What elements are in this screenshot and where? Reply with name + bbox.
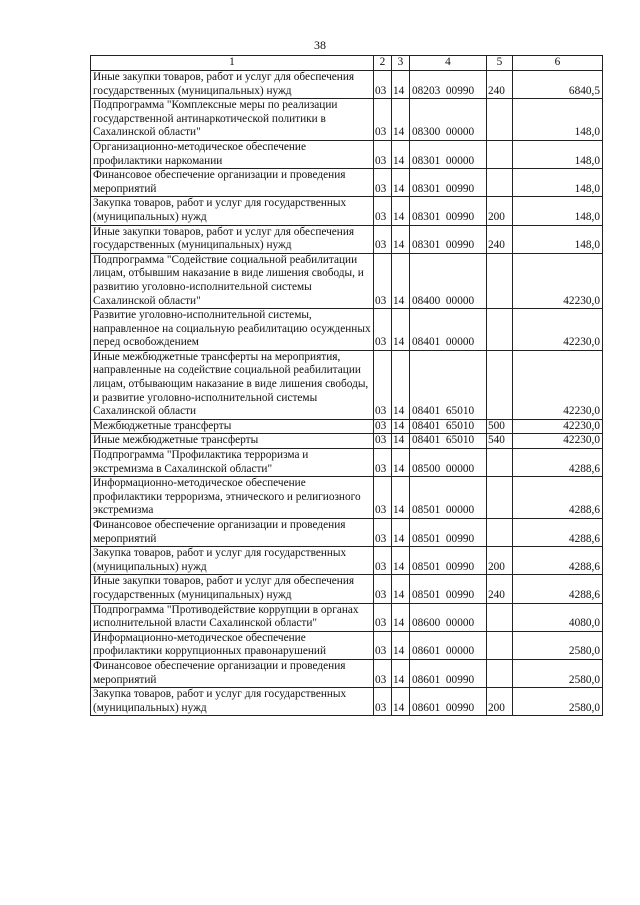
row-amount: 4288,6 xyxy=(513,477,603,519)
row-amount: 148,0 xyxy=(513,197,603,225)
row-target-code: 08401 65010 xyxy=(410,419,487,434)
row-subsection: 14 xyxy=(392,225,410,253)
row-section: 03 xyxy=(374,140,392,168)
row-subsection: 14 xyxy=(392,140,410,168)
table-row xyxy=(91,197,603,225)
row-target-code: 08501 00990 xyxy=(410,575,487,603)
row-expense-type xyxy=(487,449,513,477)
row-expense-type: 240 xyxy=(487,575,513,603)
row-section: 03 xyxy=(374,434,392,449)
row-subsection: 14 xyxy=(392,575,410,603)
row-expense-type: 500 xyxy=(487,419,513,434)
row-amount: 2580,0 xyxy=(513,659,603,687)
row-section: 03 xyxy=(374,253,392,308)
header-col-2: 2 xyxy=(374,56,392,71)
table-body xyxy=(91,71,603,716)
row-expense-type xyxy=(487,477,513,519)
header-col-5: 5 xyxy=(487,56,513,71)
row-section: 03 xyxy=(374,519,392,547)
row-target-code: 08500 00000 xyxy=(410,449,487,477)
row-amount: 148,0 xyxy=(513,99,603,141)
row-section: 03 xyxy=(374,575,392,603)
row-section: 03 xyxy=(374,603,392,631)
row-section: 03 xyxy=(374,419,392,434)
row-expense-type xyxy=(487,309,513,351)
row-expense-type xyxy=(487,519,513,547)
row-target-code: 08600 00000 xyxy=(410,603,487,631)
row-subsection: 14 xyxy=(392,71,410,99)
row-amount: 148,0 xyxy=(513,225,603,253)
row-amount: 148,0 xyxy=(513,140,603,168)
table-row xyxy=(91,631,603,659)
row-expense-type xyxy=(487,140,513,168)
row-name: Закупка товаров, работ и услуг для государственных (муниципальных) нужд xyxy=(91,688,374,716)
row-expense-type xyxy=(487,631,513,659)
row-target-code: 08301 00000 xyxy=(410,140,487,168)
table-row xyxy=(91,477,603,519)
table-row xyxy=(91,659,603,687)
row-amount: 42230,0 xyxy=(513,309,603,351)
row-name: Закупка товаров, работ и услуг для государственных (муниципальных) нужд xyxy=(91,197,374,225)
table-row xyxy=(91,309,603,351)
row-name: Финансовое обеспечение организации и проведения мероприятий xyxy=(91,519,374,547)
row-subsection: 14 xyxy=(392,659,410,687)
row-subsection: 14 xyxy=(392,477,410,519)
row-subsection: 14 xyxy=(392,419,410,434)
table-row xyxy=(91,225,603,253)
row-target-code: 08601 00990 xyxy=(410,688,487,716)
row-expense-type xyxy=(487,253,513,308)
row-section: 03 xyxy=(374,659,392,687)
row-target-code: 08301 00990 xyxy=(410,225,487,253)
row-amount: 6840,5 xyxy=(513,71,603,99)
row-section: 03 xyxy=(374,350,392,419)
row-subsection: 14 xyxy=(392,197,410,225)
row-name: Развитие уголовно-исполнительной системы, направленное на социальную реабилитацию осужденных перед освобождением xyxy=(91,309,374,351)
row-name: Иные межбюджетные трансферты на мероприятия, направленные на содействие социальной реабилитации лицам, отбывающим наказание в виде лишения свободы, и развитие уголовно-исполнительной системы Сахалинской области xyxy=(91,350,374,419)
row-section: 03 xyxy=(374,197,392,225)
row-name: Информационно-методическое обеспечение профилактики терроризма, этнического и религиозного экстремизма xyxy=(91,477,374,519)
row-target-code: 08300 00000 xyxy=(410,99,487,141)
row-target-code: 08501 00990 xyxy=(410,547,487,575)
row-amount: 4288,6 xyxy=(513,519,603,547)
row-subsection: 14 xyxy=(392,169,410,197)
row-expense-type: 240 xyxy=(487,71,513,99)
table-row xyxy=(91,419,603,434)
row-target-code: 08601 00000 xyxy=(410,631,487,659)
row-section: 03 xyxy=(374,169,392,197)
row-section: 03 xyxy=(374,449,392,477)
row-section: 03 xyxy=(374,631,392,659)
row-name: Подпрограмма "Содействие социальной реабилитации лицам, отбывшим наказание в виде лишения свободы, и развитию уголовно-исполнительной системы Сахалинской области" xyxy=(91,253,374,308)
row-expense-type xyxy=(487,350,513,419)
row-amount: 42230,0 xyxy=(513,434,603,449)
row-target-code: 08401 65010 xyxy=(410,350,487,419)
row-name: Организационно-методическое обеспечение профилактики наркомании xyxy=(91,140,374,168)
row-section: 03 xyxy=(374,71,392,99)
table-row xyxy=(91,688,603,716)
header-col-6: 6 xyxy=(513,56,603,71)
row-expense-type: 540 xyxy=(487,434,513,449)
table-row xyxy=(91,350,603,419)
row-target-code: 08601 00990 xyxy=(410,659,487,687)
budget-table xyxy=(90,55,603,716)
row-subsection: 14 xyxy=(392,253,410,308)
row-section: 03 xyxy=(374,477,392,519)
row-name: Подпрограмма "Комплексные меры по реализации государственной антинаркотической политики в Сахалинской области" xyxy=(91,99,374,141)
row-amount: 4080,0 xyxy=(513,603,603,631)
row-name: Иные закупки товаров, работ и услуг для обеспечения государственных (муниципальных) нужд xyxy=(91,575,374,603)
header-col-1: 1 xyxy=(91,56,374,71)
table-row xyxy=(91,547,603,575)
row-amount: 2580,0 xyxy=(513,688,603,716)
row-amount: 148,0 xyxy=(513,169,603,197)
row-target-code: 08400 00000 xyxy=(410,253,487,308)
row-amount: 4288,6 xyxy=(513,449,603,477)
row-subsection: 14 xyxy=(392,631,410,659)
row-target-code: 08301 00990 xyxy=(410,169,487,197)
row-subsection: 14 xyxy=(392,309,410,351)
row-expense-type xyxy=(487,659,513,687)
row-amount: 42230,0 xyxy=(513,350,603,419)
row-expense-type: 200 xyxy=(487,547,513,575)
row-section: 03 xyxy=(374,225,392,253)
table-row xyxy=(91,140,603,168)
page-number: 38 xyxy=(314,38,326,52)
row-subsection: 14 xyxy=(392,603,410,631)
table-row xyxy=(91,449,603,477)
table-row xyxy=(91,519,603,547)
header-col-3: 3 xyxy=(392,56,410,71)
row-subsection: 14 xyxy=(392,434,410,449)
table-row xyxy=(91,253,603,308)
row-name: Подпрограмма "Противодействие коррупции в органах исполнительной власти Сахалинской области" xyxy=(91,603,374,631)
row-target-code: 08501 00000 xyxy=(410,477,487,519)
table-row xyxy=(91,71,603,99)
row-expense-type xyxy=(487,99,513,141)
row-name: Подпрограмма "Профилактика терроризма и экстремизма в Сахалинской области" xyxy=(91,449,374,477)
row-subsection: 14 xyxy=(392,547,410,575)
row-section: 03 xyxy=(374,547,392,575)
row-target-code: 08401 00000 xyxy=(410,309,487,351)
row-section: 03 xyxy=(374,99,392,141)
row-target-code: 08401 65010 xyxy=(410,434,487,449)
table-row xyxy=(91,575,603,603)
row-name: Иные закупки товаров, работ и услуг для обеспечения государственных (муниципальных) нужд xyxy=(91,225,374,253)
row-name: Закупка товаров, работ и услуг для государственных (муниципальных) нужд xyxy=(91,547,374,575)
row-name: Финансовое обеспечение организации и проведения мероприятий xyxy=(91,659,374,687)
row-name: Информационно-методическое обеспечение профилактики коррупционных правонарушений xyxy=(91,631,374,659)
row-name: Иные закупки товаров, работ и услуг для обеспечения государственных (муниципальных) нужд xyxy=(91,71,374,99)
header-col-4: 4 xyxy=(410,56,487,71)
row-section: 03 xyxy=(374,688,392,716)
row-subsection: 14 xyxy=(392,449,410,477)
row-expense-type: 240 xyxy=(487,225,513,253)
table-row xyxy=(91,169,603,197)
row-name: Межбюджетные трансферты xyxy=(91,419,374,434)
row-expense-type xyxy=(487,169,513,197)
row-expense-type: 200 xyxy=(487,688,513,716)
row-amount: 42230,0 xyxy=(513,253,603,308)
row-subsection: 14 xyxy=(392,688,410,716)
row-target-code: 08501 00990 xyxy=(410,519,487,547)
row-expense-type: 200 xyxy=(487,197,513,225)
row-section: 03 xyxy=(374,309,392,351)
row-name: Иные межбюджетные трансферты xyxy=(91,434,374,449)
row-amount: 4288,6 xyxy=(513,547,603,575)
row-amount: 4288,6 xyxy=(513,575,603,603)
row-subsection: 14 xyxy=(392,99,410,141)
header-row xyxy=(91,56,603,71)
row-target-code: 08203 00990 xyxy=(410,71,487,99)
row-target-code: 08301 00990 xyxy=(410,197,487,225)
table-row xyxy=(91,434,603,449)
row-amount: 42230,0 xyxy=(513,419,603,434)
row-amount: 2580,0 xyxy=(513,631,603,659)
row-subsection: 14 xyxy=(392,519,410,547)
row-name: Финансовое обеспечение организации и проведения мероприятий xyxy=(91,169,374,197)
table-row xyxy=(91,99,603,141)
row-expense-type xyxy=(487,603,513,631)
row-subsection: 14 xyxy=(392,350,410,419)
table-row xyxy=(91,603,603,631)
